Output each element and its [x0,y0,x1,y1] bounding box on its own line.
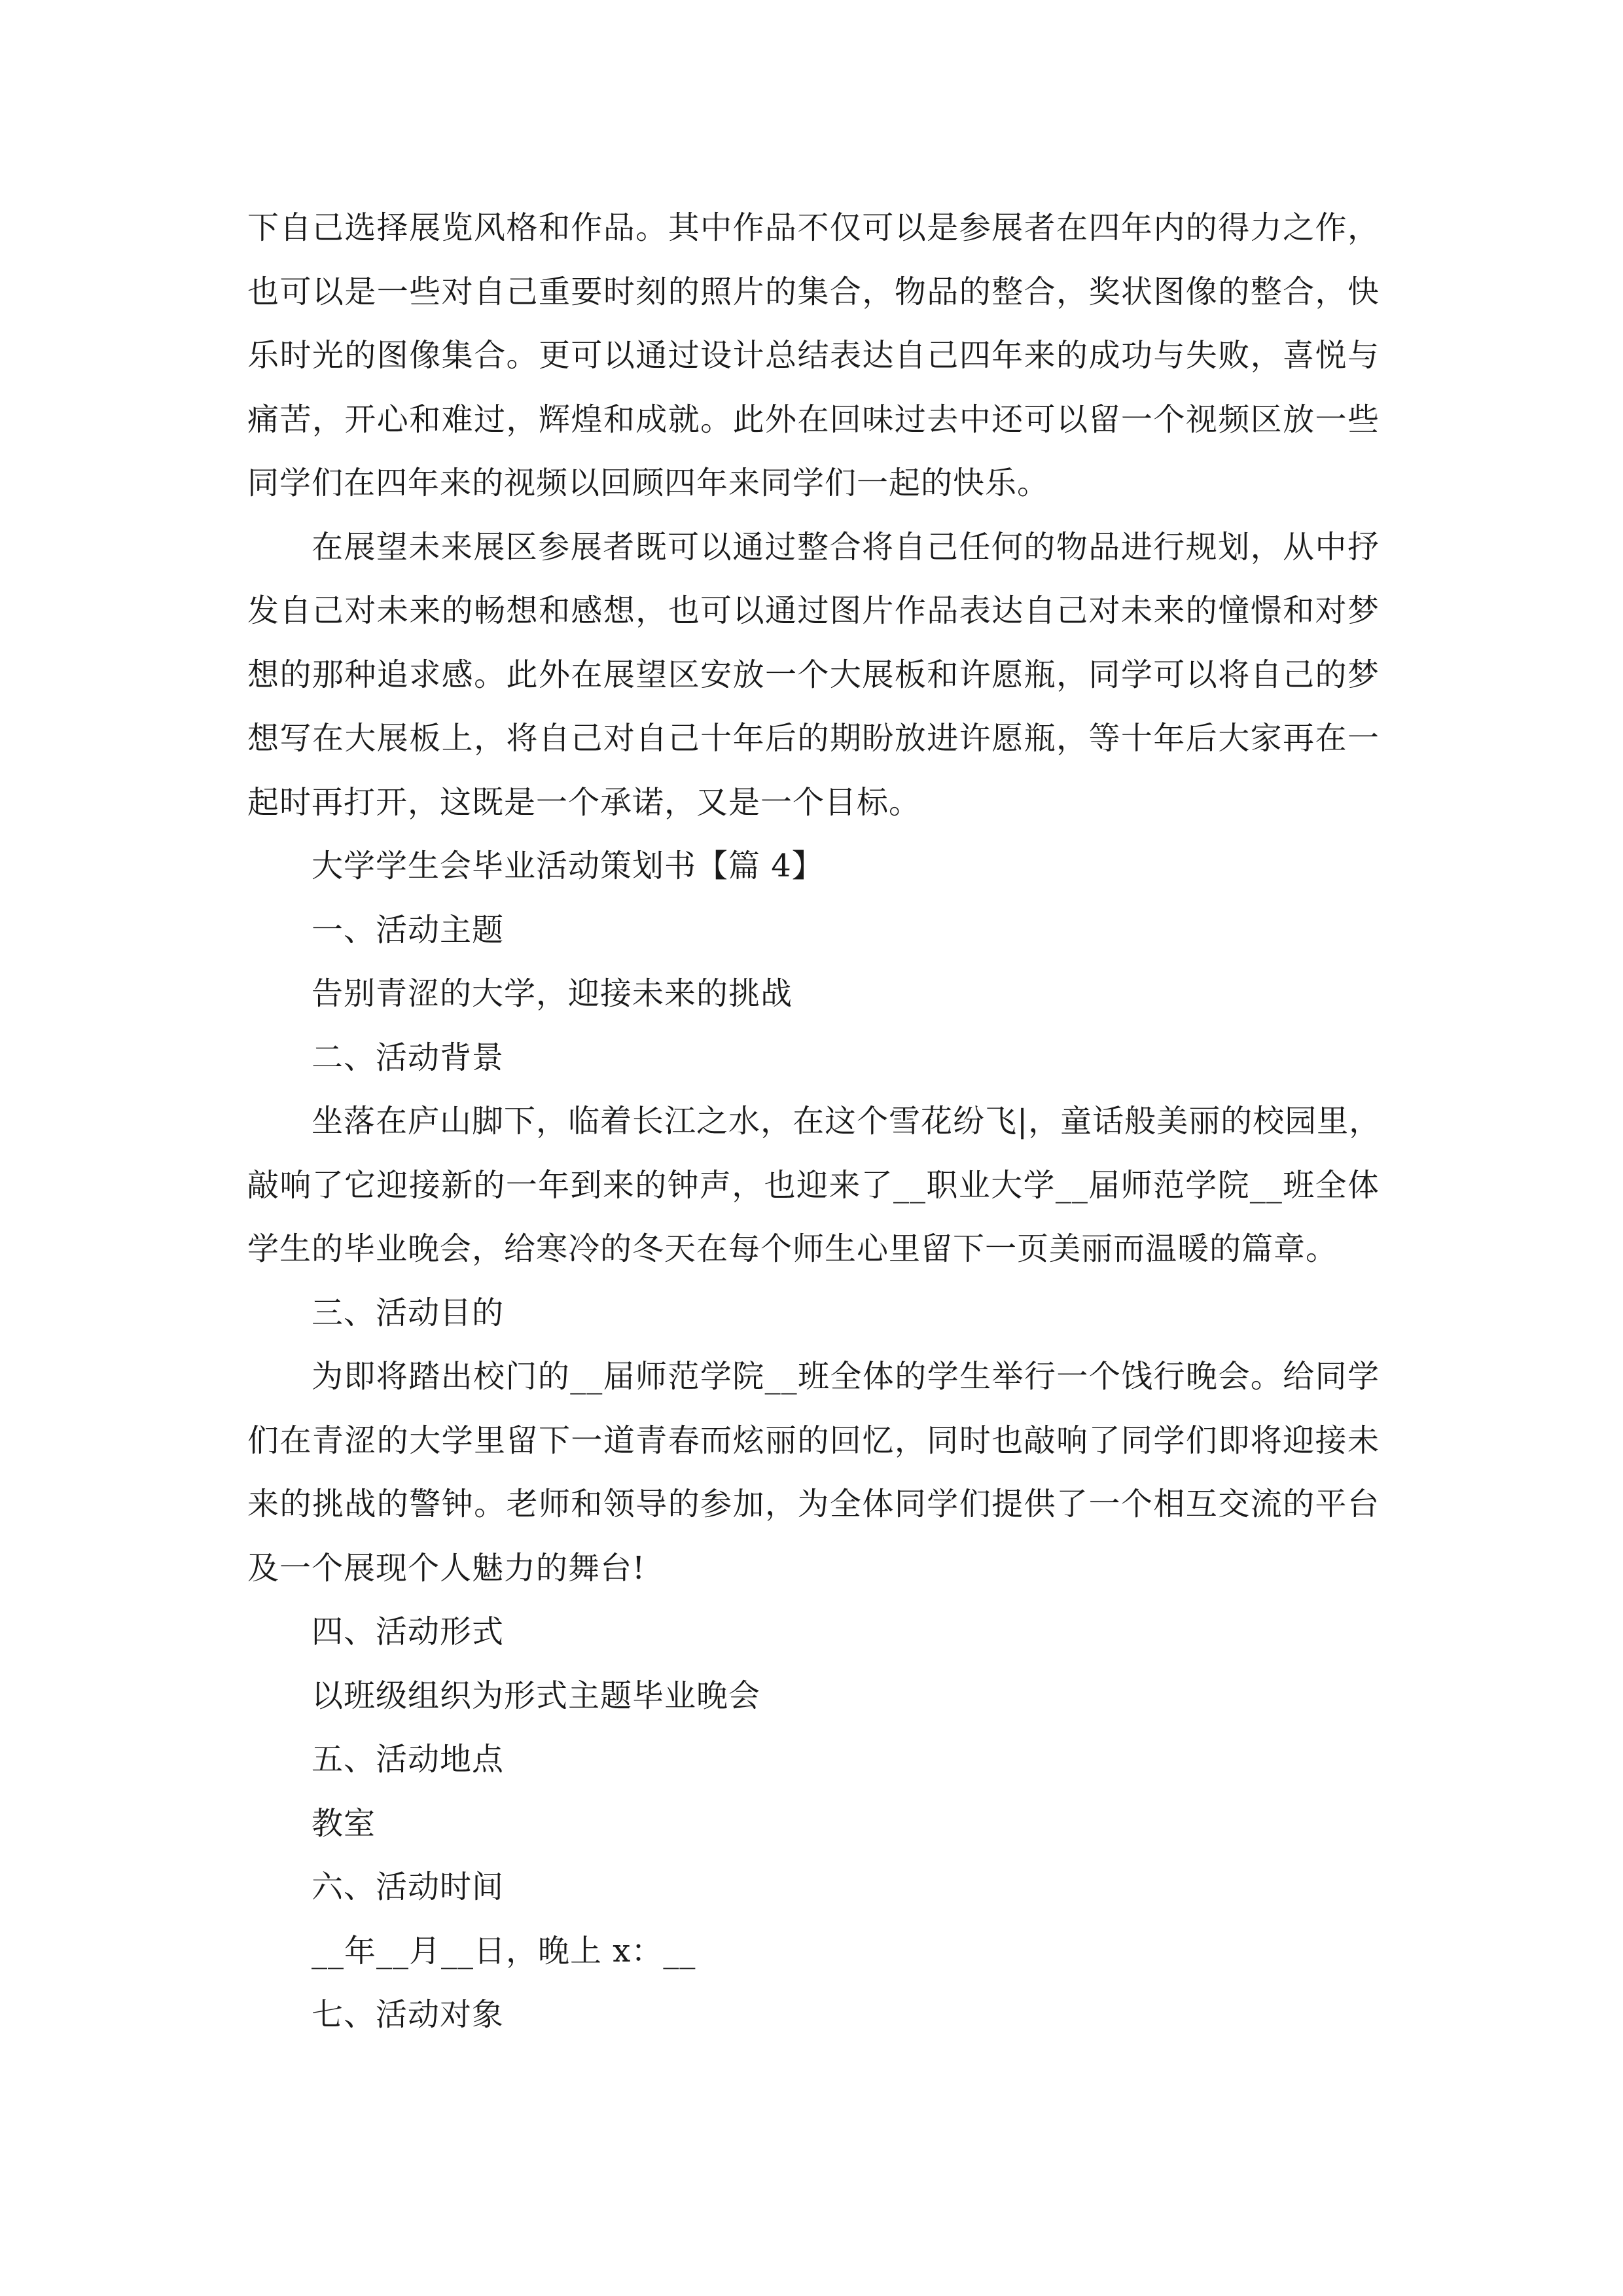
section-title: 大学学生会毕业活动策划书【篇 4】 [312,848,824,884]
heading-theme: 一、活动主题 [312,911,505,948]
paragraph-line: 为即将踏出校门的__届师范学院__班全体的学生举行一个饯行晚会。给同学 [312,1358,1380,1395]
heading-time: 六、活动时间 [312,1869,505,1905]
paragraph-line: 下自己选择展览风格和作品。其中作品不仅可以是参展者在四年内的得力之作， [247,209,1380,246]
paragraph-line: 起时再打开，这既是一个承诺，又是一个目标。 [247,783,921,821]
paragraph-line: 敲响了它迎接新的一年到来的钟声，也迎来了__职业大学__届师范学院__班全体 [247,1166,1380,1204]
heading-audience: 七、活动对象 [312,1996,505,2033]
heading-background: 二、活动背景 [312,1039,505,1076]
paragraph-line: 发自己对未来的畅想和感想，也可以通过图片作品表达自己对未来的憧憬和对梦 [247,592,1380,629]
document-body [247,196,1380,2047]
paragraph-line: 同学们在四年来的视频以回顾四年来同学们一起的快乐。 [247,465,1050,501]
paragraph-line: 们在青涩的大学里留下一道青春而炫丽的回忆，同时也敲响了同学们即将迎接未 [247,1422,1380,1459]
paragraph-line: 在展望未来展区参展者既可以通过整合将自己任何的物品进行规划，从中抒 [312,528,1380,565]
heading-location: 五、活动地点 [312,1741,505,1778]
heading-purpose: 三、活动目的 [312,1294,505,1331]
paragraph-line: 告别青涩的大学，迎接未来的挑战 [312,975,793,1012]
paragraph-line: __年__月__日，晚上 x：__ [312,1932,696,1969]
paragraph-line: 乐时光的图像集合。更可以通过设计总结表达自己四年来的成功与失败，喜悦与 [247,337,1380,374]
paragraph-line: 也可以是一些对自己重要时刻的照片的集合，物品的整合，奖状图像的整合，快 [247,273,1380,310]
paragraph-line: 坐落在庐山脚下，临着长江之水，在这个雪花纷飞|，童话般美丽的校园里， [312,1103,1382,1139]
paragraph-line: 来的挑战的警钟。老师和领导的参加，为全体同学们提供了一个相互交流的平台 [247,1486,1380,1522]
paragraph-line: 想写在大展板上，将自己对自己十年后的期盼放进许愿瓶，等十年后大家再在一 [247,720,1380,757]
paragraph-line: 学生的毕业晚会，给寒冷的冬天在每个师生心里留下一页美丽而温暖的篇章。 [247,1230,1338,1267]
paragraph-line: 想的那种追求感。此外在展望区安放一个大展板和许愿瓶，同学可以将自己的梦 [247,656,1380,693]
paragraph-line: 以班级组织为形式主题毕业晚会 [312,1677,761,1714]
paragraph-line: 及一个展现个人魅力的舞台! [247,1549,646,1587]
paragraph-line: 痛苦，开心和难过，辉煌和成就。此外在回味过去中还可以留一个视频区放一些 [247,401,1380,438]
heading-format: 四、活动形式 [312,1613,505,1650]
paragraph-line: 教室 [312,1804,376,1842]
